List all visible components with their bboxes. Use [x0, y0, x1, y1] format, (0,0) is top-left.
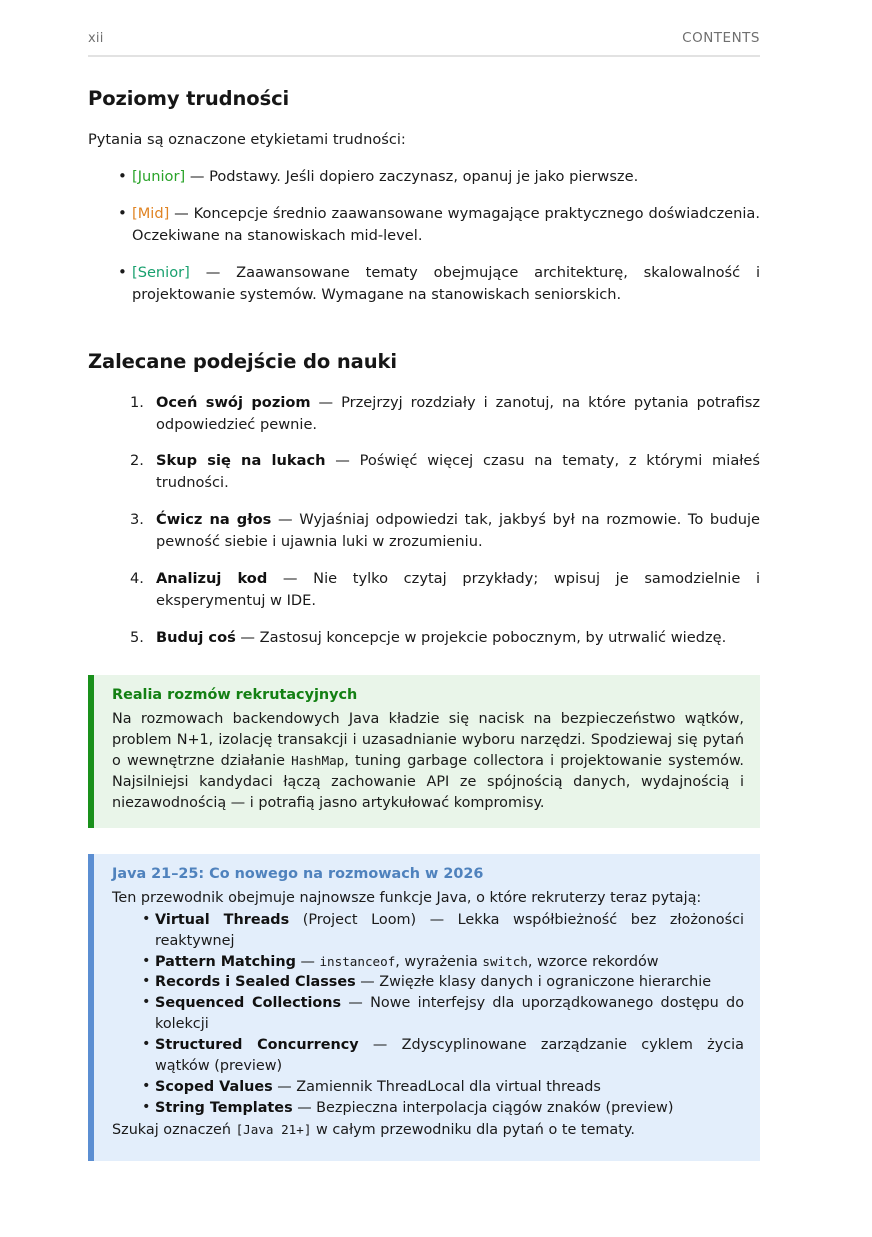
callout-interview-reality: [88, 675, 760, 828]
list-item: [142, 1035, 744, 1077]
step-description: Przejrzyj rozdziały i zanotuj, na które pytania potrafisz odpowiedzieć pewnie.: [156, 393, 760, 433]
callout-outro-part1: Szukaj oznaczeń: [112, 1121, 236, 1138]
feature-name: Scoped Values: [155, 1078, 273, 1095]
page-number: xii: [88, 31, 104, 46]
inline-code-java-tag: [Java 21+]: [235, 1121, 312, 1137]
list-item: [142, 952, 744, 973]
list-item: [130, 392, 760, 436]
inline-code-instanceof: instanceof: [319, 953, 396, 969]
list-item: [130, 450, 760, 494]
callout-title: Realia rozmów rekrutacyjnych: [112, 686, 358, 703]
feature-text: — Nowe interfejsy dla uporządkowanego dostępu do kolekcji: [155, 995, 744, 1033]
dash: —: [325, 452, 360, 470]
feature-name: String Templates: [155, 1099, 293, 1116]
level-description: Zaawansowane tematy obejmujące architekturę, skalowalność i projektowanie systemów. Wymagane na stanowiskach seniorskich.: [132, 263, 761, 303]
list-item: [142, 993, 744, 1035]
level-description: Podstawy. Jeśli dopiero zaczynasz, opanuj je jako pierwsze.: [209, 168, 639, 186]
java-features-list: [112, 910, 744, 1119]
list-item: [142, 1077, 744, 1098]
list-item: [118, 262, 760, 306]
callout-outro: [112, 1120, 744, 1141]
dash: —: [169, 205, 194, 223]
feature-text: (Project Loom) — Lekka współbieżność bez złożoności reaktywnej: [155, 911, 745, 949]
callout-outro-part2: w całym przewodniku dla pytań o te tematy.: [311, 1121, 635, 1138]
feature-name: Sequenced Collections: [155, 995, 342, 1012]
section-heading-approach: Zalecane podejście do nauki: [88, 349, 397, 373]
dash: —: [189, 263, 237, 281]
list-item: [130, 568, 760, 612]
feature-text: — Zamiennik ThreadLocal dla virtual threads: [272, 1078, 601, 1095]
step-lead: Analizuj kod: [156, 569, 268, 587]
section-heading-levels: Poziomy trudności: [88, 87, 290, 110]
difficulty-tag-senior: [Senior]: [132, 263, 190, 281]
list-item: [118, 166, 760, 188]
feature-text: —: [295, 953, 320, 970]
feature-name: Structured Concurrency: [155, 1037, 359, 1054]
feature-name: Virtual Threads: [155, 911, 290, 928]
study-approach-list: [88, 392, 760, 649]
dash: —: [185, 168, 210, 186]
list-item: [130, 627, 760, 649]
callout-title: Java 21–25: Co nowego na rozmowach w 2026: [112, 865, 484, 882]
callout-body-part1: Na rozmowach backendowych Java kładzie się nacisk na bezpieczeństwo wątków, problem N+1, izolację transakcji i uzasadnianie wyboru narzędzi. Spodziewaj się pytań o wewnętrzne działanie: [112, 710, 744, 769]
inline-code-hashmap: HashMap: [291, 752, 345, 768]
page-content: [88, 30, 760, 1161]
list-item: [130, 509, 760, 553]
dash: —: [310, 393, 342, 411]
levels-intro-text: Pytania są oznaczone etykietami trudności:: [88, 131, 406, 148]
header-divider: [88, 55, 760, 57]
step-lead: Ćwicz na głos: [156, 511, 272, 529]
dash: —: [271, 511, 300, 529]
step-lead: Buduj coś: [156, 628, 236, 646]
list-item: [142, 910, 744, 952]
feature-text: — Zwięzłe klasy danych i ograniczone hierarchie: [355, 974, 712, 991]
difficulty-tag-junior: [Junior]: [132, 168, 186, 186]
dash: —: [267, 569, 314, 587]
callout-body-part2: , tuning garbage collectora i projektowanie systemów. Najsilniejsi kandydaci łączą zachowanie API ze spójnością danych, wydajnością i niezawodnością — i potrafią jasno artykułować kompromisy.: [112, 752, 744, 811]
feature-name: Pattern Matching: [155, 953, 296, 970]
difficulty-levels-list: [88, 166, 760, 305]
difficulty-tag-mid: [Mid]: [132, 205, 170, 223]
dash: —: [235, 628, 260, 646]
running-head-title: CONTENTS: [682, 30, 760, 46]
step-lead: Oceń swój poziom: [156, 393, 311, 411]
callout-intro: Ten przewodnik obejmuje najnowsze funkcje Java, o które rekruterzy teraz pytają:: [112, 889, 702, 906]
feature-name: Records i Sealed Classes: [155, 974, 356, 991]
running-head: [88, 30, 760, 55]
callout-body: [112, 709, 744, 814]
level-description: Koncepcje średnio zaawansowane wymagające praktycznego doświadczenia. Oczekiwane na stanowiskach mid-level.: [132, 205, 760, 244]
list-item: [118, 203, 760, 247]
step-description: Poświęć więcej czasu na tematy, z którymi miałeś trudności.: [156, 452, 760, 492]
list-item: [142, 972, 744, 993]
feature-text: — Bezpieczna interpolacja ciągów znaków (preview): [292, 1099, 674, 1116]
feature-text: — Zdyscyplinowane zarządzanie cyklem życia wątków (preview): [155, 1037, 744, 1074]
step-lead: Skup się na lukach: [156, 452, 326, 470]
feature-text: , wzorce rekordów: [527, 953, 659, 970]
list-item: [142, 1098, 744, 1119]
callout-java-whats-new: [88, 854, 760, 1161]
feature-text: , wyrażenia: [395, 953, 483, 970]
inline-code-switch: switch: [482, 953, 528, 969]
step-description: Wyjaśniaj odpowiedzi tak, jakbyś był na rozmowie. To buduje pewność siebie i ujawnia luki w zrozumieniu.: [156, 511, 760, 551]
step-description: Zastosuj koncepcje w projekcie pobocznym, by utrwalić wiedzę.: [259, 628, 727, 646]
step-description: Nie tylko czytaj przykłady; wpisuj je samodzielnie i eksperymentuj w IDE.: [156, 569, 761, 609]
